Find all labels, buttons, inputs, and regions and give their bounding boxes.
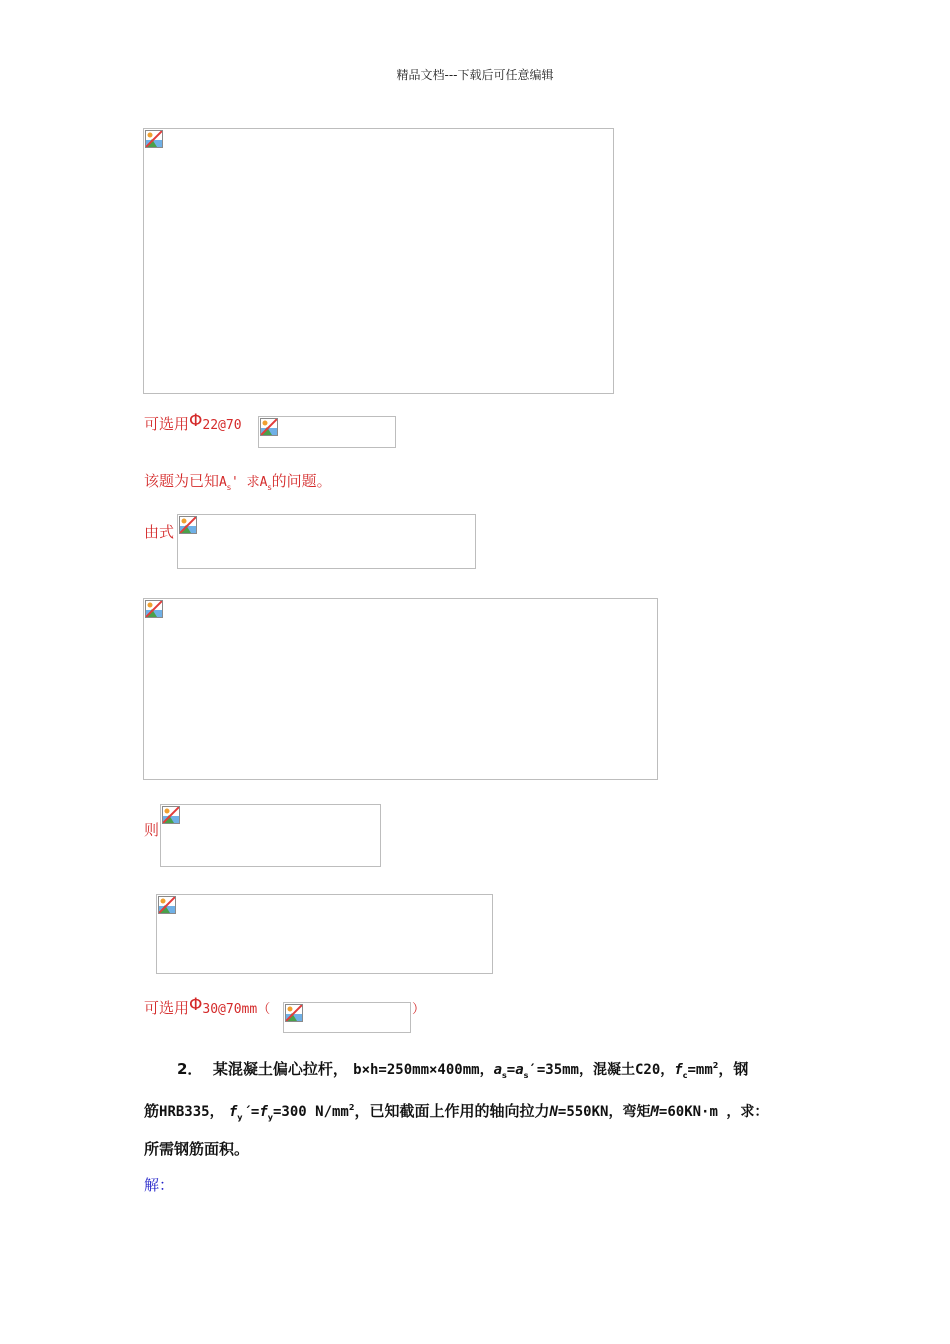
broken-image-icon bbox=[162, 806, 180, 824]
line-from-formula: 由式 bbox=[144, 523, 175, 541]
broken-image-icon bbox=[158, 896, 176, 914]
closing-paren: ） bbox=[412, 1002, 426, 1017]
line-problem-type: 该题为已知$A_s'$ 求$A_s$的问题。 bbox=[144, 472, 332, 492]
image-placeholder-formula-1 bbox=[143, 128, 614, 394]
problem-line-1: 2． 某混凝土偏心拉杆， b×h=250mm×400mm，$a_s=a_s'=35mm$，混凝土C20，$f_c=mm^2$，钢 bbox=[177, 1060, 749, 1080]
problem-line-3: 所需钢筋面积。 bbox=[144, 1140, 250, 1158]
line-then: 则 bbox=[144, 821, 160, 839]
line-select-rebar-2: 可选用Φ30@70mm（ bbox=[144, 995, 271, 1017]
broken-image-icon bbox=[285, 1004, 303, 1022]
image-placeholder-formula-3 bbox=[143, 598, 658, 780]
broken-image-icon bbox=[145, 130, 163, 148]
broken-image-icon bbox=[179, 516, 197, 534]
image-placeholder-formula-2 bbox=[177, 514, 476, 569]
line-select-rebar-1: 可选用Φ22@70 bbox=[144, 411, 242, 433]
broken-image-icon bbox=[145, 600, 163, 618]
solution-label: 解： bbox=[144, 1176, 175, 1194]
page-header: 精品文档---下载后可任意编辑 bbox=[396, 68, 554, 82]
phi-symbol: Φ bbox=[189, 995, 203, 1015]
phi-symbol: Φ bbox=[189, 411, 203, 431]
problem-line-2: 筋HRB335， $f_y'=f_y=300$ $N/mm^2$，已知截面上作用的轴向拉力N=550KN，弯矩M=60KN·m ，求： bbox=[144, 1102, 769, 1122]
image-placeholder-formula-4 bbox=[160, 804, 381, 867]
image-placeholder-area-2 bbox=[283, 1002, 411, 1033]
image-placeholder-formula-5 bbox=[156, 894, 493, 974]
broken-image-icon bbox=[260, 418, 278, 436]
image-placeholder-area-1 bbox=[258, 416, 396, 448]
